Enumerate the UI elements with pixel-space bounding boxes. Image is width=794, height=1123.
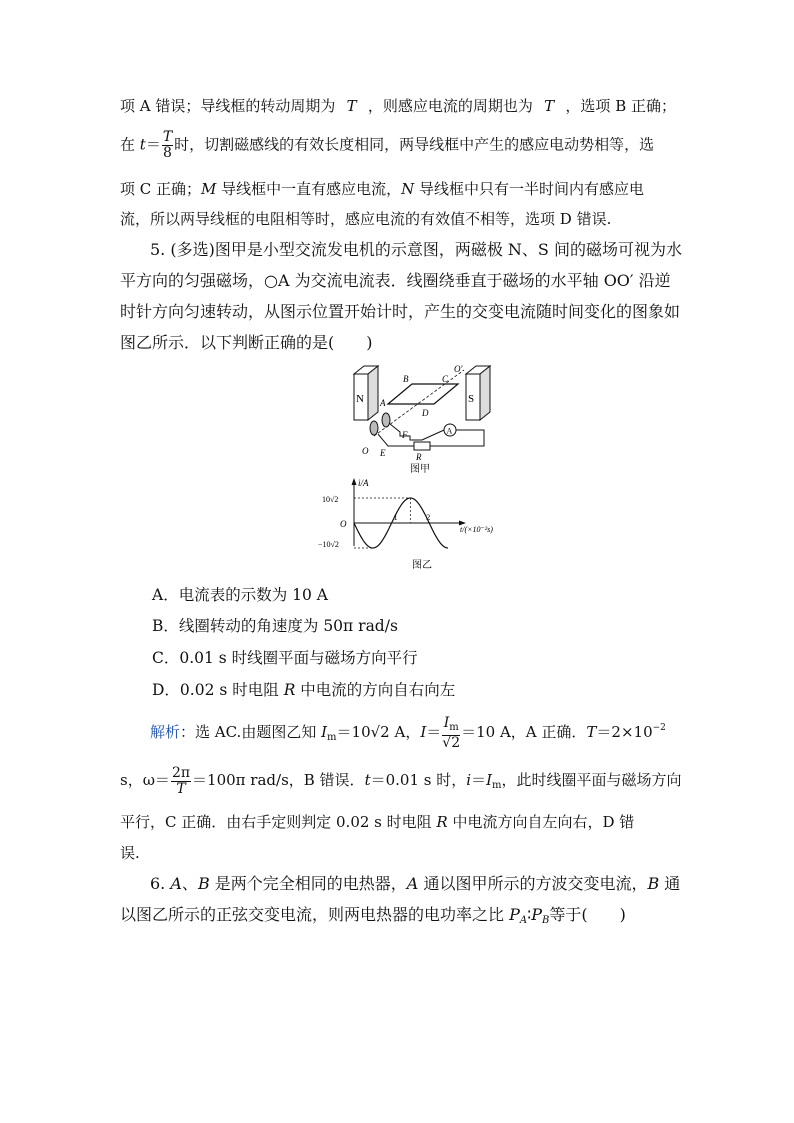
fraction-t-over-8: $\frac{T}{8}$ <box>162 129 173 161</box>
wire-meter <box>422 430 444 440</box>
solution-label: 解析 <box>150 723 181 741</box>
fraction-im-over-root2: $\frac{I_m}{√2}$ <box>442 714 461 751</box>
solution-5-line-3: 平行，C 正确．由右手定则判定 0.02 s 时电阻 R 中电流方向自左向右，D 错 <box>120 813 635 831</box>
prev-solution-line-4: 流，所以两导线框的电阻相等时，感应电流的有效值不相等，选项 D 错误. <box>120 210 612 228</box>
question-5-line-3: 时针方向匀速转动，从图示位置开始计时，产生的交变电流随时间变化的图象如 <box>120 302 681 321</box>
label-e: E <box>380 448 386 458</box>
prev-solution-line-3: 项 C 正确；M 导线框中一直有感应电流，N 导线框中只有一半时间内有感应电 <box>120 180 645 198</box>
solution-5-line-2: s，ω＝ $\frac{2\pi}{T}$ ＝100π rad/s，B 错误．t＝0.01 s 时，$i=I_m$，此时线圈平面与磁场方向 <box>120 764 682 797</box>
x-axis-label: t/(×10⁻²s) <box>460 525 493 534</box>
slip-ring-1 <box>382 413 390 427</box>
option-a[interactable]: A．电流表的示数为 10 A <box>152 586 328 604</box>
wire-e <box>378 430 484 446</box>
label-r: R <box>416 452 422 462</box>
question-6-line-1: 6. A、B 是两个完全相同的电热器，A 通以图甲所示的方波交变电流，B 通 <box>150 874 681 893</box>
question-5-line-2: 平方向的匀强磁场，○A 为交流电流表．线圈绕垂直于磁场的水平轴 OO′ 沿逆 <box>120 271 671 290</box>
solution-5-line-1: 解析：选 AC.由题图乙知 $I_m=10√2$ A，I＝ $\frac{I_m}{√2}$ ＝10 A，A 正确．$T=2\times 10^{-2}$ <box>150 714 666 751</box>
s-magnet-side <box>480 366 490 420</box>
solution-5-line-4: 误. <box>120 844 140 862</box>
x-tick-2: 2 <box>426 513 431 522</box>
y-tick-top: 10√2 <box>322 495 339 504</box>
option-b[interactable]: B．线圈转动的角速度为 50π rad/s <box>152 617 398 635</box>
resistor <box>414 442 430 450</box>
question-5-line-1: 5. (多选)图甲是小型交流发电机的示意图，两磁极 N、S 间的磁场可视为水 <box>150 240 682 259</box>
n-magnet-side <box>368 366 378 420</box>
coil <box>388 384 458 404</box>
option-d[interactable]: D．0.02 s 时电阻 R 中电流的方向自右向左 <box>152 681 456 699</box>
prev-solution-line-2: 在 t＝ $\frac{T}{8}$ 时，切割磁感线的有效长度相同，两导线框中产生的感应电动势相等，选 <box>120 129 655 161</box>
y-axis-label: i/A <box>358 478 369 488</box>
figure-yi-caption: 图乙 <box>412 560 432 571</box>
question-5-line-4: 图乙所示．以下判断正确的是( ) <box>120 333 373 352</box>
label-b: B <box>403 374 409 384</box>
label-d: D <box>422 408 429 418</box>
fraction-2pi-over-t: $\frac{2\pi}{T}$ <box>171 764 191 797</box>
label-a: A <box>380 398 386 408</box>
label-oprime: O′ <box>454 364 463 374</box>
slip-ring-2 <box>370 421 378 435</box>
label-f: F <box>402 430 408 440</box>
ammeter-label: A <box>446 426 453 436</box>
option-c[interactable]: C．0.01 s 时线圈平面与磁场方向平行 <box>152 649 418 667</box>
figure-jia-caption: 图甲 <box>410 464 430 475</box>
y-tick-bottom: −10√2 <box>318 540 339 549</box>
question-6-line-2: 以图乙所示的正弦交变电流，则两电热器的电功率之比 $P_A∶P_B$等于( ) <box>120 905 626 926</box>
current-time-chart <box>314 476 514 572</box>
label-c: C <box>442 374 449 384</box>
label-n: N <box>356 393 364 405</box>
y-axis-arrow <box>352 478 357 485</box>
label-s: S <box>468 393 475 405</box>
generator-diagram <box>344 360 504 476</box>
label-o: O <box>362 446 369 456</box>
origin-label: O <box>340 519 347 529</box>
x-tick-1: 1 <box>393 513 398 522</box>
prev-solution-line-1: 项 A 错误；导线框的转动周期为 T ，则感应电流的周期也为 T ，选项 B 正确； <box>120 97 676 115</box>
